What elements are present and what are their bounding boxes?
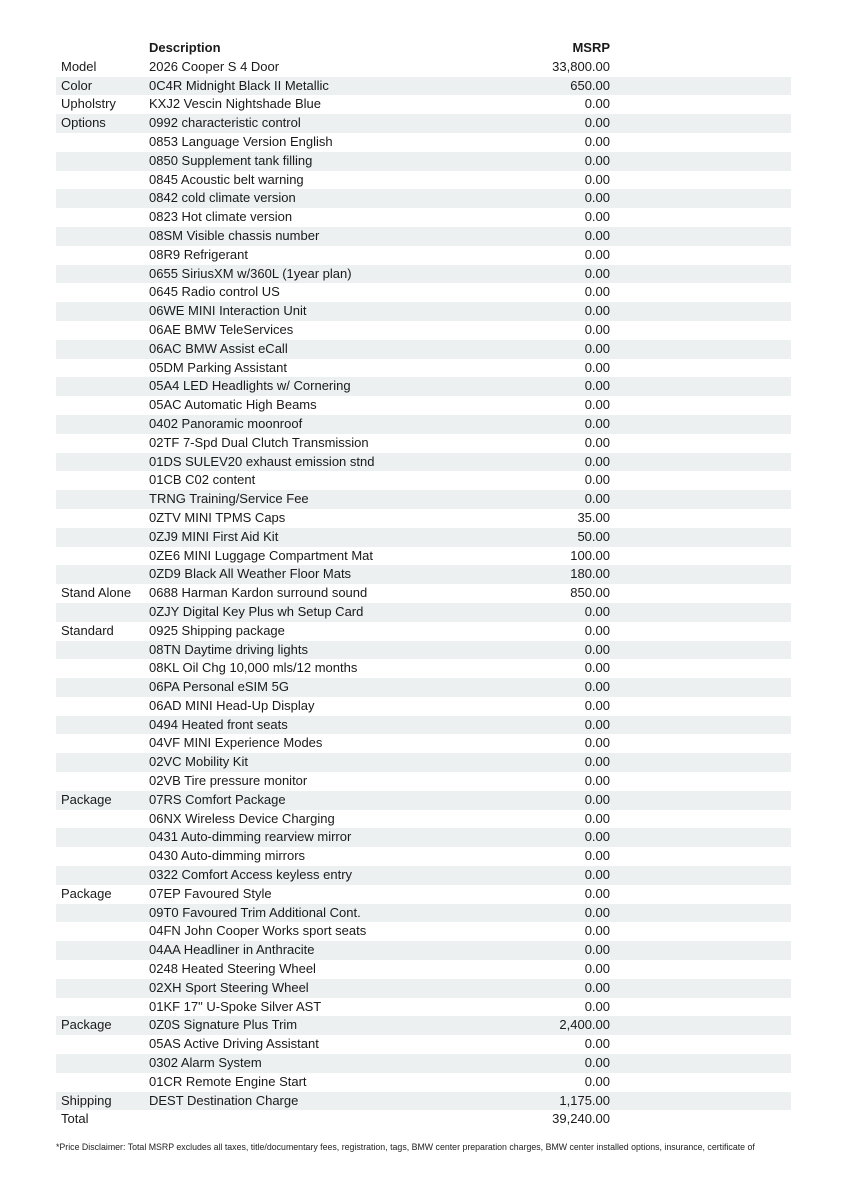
table-row [56,678,791,697]
table-row [56,377,791,396]
msrp-cell: 0.00 [584,115,610,131]
table-row [56,95,791,114]
description-cell: 06AD MINI Head-Up Display [149,697,315,713]
description-cell: 0402 Panoramic moonroof [149,415,303,431]
table-row [56,265,791,284]
price-disclaimer: *Price Disclaimer: Total MSRP excludes all taxes, title/documentary fees, registration, tags, BMW center preparation charges, BMW center installed options, insurance, certificate of [56,1142,755,1152]
msrp-column-header: MSRP [572,40,610,55]
description-cell: 0655 SiriusXM w/360L (1year plan) [149,265,352,281]
description-cell: 01CB C02 content [149,472,256,488]
description-cell: 0992 characteristic control [149,115,301,131]
table-row [56,697,791,716]
table-row [56,659,791,678]
description-cell: 02VC Mobility Kit [149,754,248,770]
description-cell: 07RS Comfort Package [149,791,286,807]
description-cell: 0ZE6 MINI Luggage Compartment Mat [149,547,373,563]
msrp-cell: 0.00 [584,679,610,695]
description-cell: 05DM Parking Assistant [149,359,288,375]
msrp-cell: 0.00 [584,415,610,431]
description-cell: 01CR Remote Engine Start [149,1073,307,1089]
msrp-cell: 0.00 [584,791,610,807]
msrp-cell: 0.00 [584,265,610,281]
description-cell: 08SM Visible chassis number [149,227,320,243]
table-row [56,359,791,378]
table-row [56,1054,791,1073]
description-cell: 0322 Comfort Access keyless entry [149,867,353,883]
table-row [56,791,791,810]
table-row [56,227,791,246]
table-row [56,641,791,660]
table-row [56,283,791,302]
msrp-cell: 0.00 [584,867,610,883]
description-cell: 0925 Shipping package [149,622,285,638]
description-cell: KXJ2 Vescin Nightshade Blue [149,96,321,112]
table-row [56,321,791,340]
msrp-cell: 0.00 [584,885,610,901]
category-cell: Stand Alone [61,585,132,601]
description-cell: 0850 Supplement tank filling [149,152,313,168]
table-row [56,189,791,208]
table-row [56,885,791,904]
table-row [56,152,791,171]
table-row [56,904,791,923]
msrp-cell: 0.00 [584,829,610,845]
table-body [56,58,791,1129]
table-row [56,847,791,866]
description-cell: 09T0 Favoured Trim Additional Cont. [149,904,361,920]
msrp-cell: 0.00 [584,810,610,826]
description-cell: 08TN Daytime driving lights [149,641,308,657]
msrp-cell: 0.00 [584,773,610,789]
description-cell: 05AS Active Driving Assistant [149,1036,319,1052]
msrp-cell: 0.00 [584,321,610,337]
category-cell: Shipping [61,1092,112,1108]
msrp-cell: 0.00 [584,378,610,394]
table-row [56,490,791,509]
msrp-cell: 0.00 [584,641,610,657]
description-cell: 06PA Personal eSIM 5G [149,679,289,695]
table-row [56,979,791,998]
msrp-cell: 50.00 [577,528,610,544]
description-column-header: Description [149,40,221,55]
table-row [56,246,791,265]
table-row [56,772,791,791]
description-cell: 0823 Hot climate version [149,209,293,225]
table-row [56,58,791,77]
description-cell: 08KL Oil Chg 10,000 mls/12 months [149,660,358,676]
table-row [56,998,791,1017]
description-cell: 06AC BMW Assist eCall [149,340,288,356]
description-cell: 06NX Wireless Device Charging [149,810,335,826]
msrp-cell: 2,400.00 [559,1017,610,1033]
table-row [56,734,791,753]
description-cell: 0ZD9 Black All Weather Floor Mats [149,566,352,582]
category-cell: Options [61,115,106,131]
description-cell: 0842 cold climate version [149,190,296,206]
description-cell: 0248 Heated Steering Wheel [149,961,316,977]
table-row [56,603,791,622]
table-row [56,866,791,885]
table-row [56,415,791,434]
msrp-cell: 0.00 [584,397,610,413]
description-cell: 0494 Heated front seats [149,716,288,732]
msrp-cell: 0.00 [584,942,610,958]
msrp-cell: 0.00 [584,923,610,939]
msrp-cell: 0.00 [584,735,610,751]
msrp-cell: 0.00 [584,472,610,488]
msrp-cell: 0.00 [584,979,610,995]
msrp-cell: 0.00 [584,434,610,450]
description-cell: 01DS SULEV20 exhaust emission stnd [149,453,375,469]
table-row [56,528,791,547]
description-cell: TRNG Training/Service Fee [149,491,309,507]
pricing-table [56,39,791,1129]
description-cell: 2026 Cooper S 4 Door [149,58,280,74]
description-cell: 0845 Acoustic belt warning [149,171,304,187]
category-cell: Upholstry [61,96,116,112]
table-row [56,547,791,566]
msrp-cell: 0.00 [584,660,610,676]
msrp-cell: 0.00 [584,303,610,319]
table-row [56,77,791,96]
msrp-cell: 0.00 [584,848,610,864]
msrp-cell: 0.00 [584,190,610,206]
msrp-cell: 0.00 [584,1073,610,1089]
description-cell: 0ZJ9 MINI First Aid Kit [149,528,279,544]
msrp-cell: 33,800.00 [552,58,610,74]
description-cell: 04AA Headliner in Anthracite [149,942,315,958]
msrp-cell: 0.00 [584,622,610,638]
table-row [56,171,791,190]
table-row [56,340,791,359]
table-row [56,434,791,453]
msrp-cell: 0.00 [584,152,610,168]
category-cell: Standard [61,622,114,638]
description-cell: 0430 Auto-dimming mirrors [149,848,306,864]
table-row [56,133,791,152]
msrp-cell: 180.00 [570,566,610,582]
msrp-cell: 0.00 [584,697,610,713]
table-row [56,1016,791,1035]
description-cell: 04VF MINI Experience Modes [149,735,323,751]
table-row [56,396,791,415]
description-cell: 0ZTV MINI TPMS Caps [149,509,286,525]
table-row [56,941,791,960]
category-cell: Model [61,58,97,74]
description-cell: 05A4 LED Headlights w/ Cornering [149,378,351,394]
category-cell: Package [61,885,112,901]
description-cell: 08R9 Refrigerant [149,246,248,262]
description-cell: 0688 Harman Kardon surround sound [149,585,368,601]
msrp-cell: 39,240.00 [552,1111,610,1127]
description-cell: 04FN John Cooper Works sport seats [149,923,367,939]
msrp-cell: 650.00 [570,77,610,93]
table-row [56,1110,791,1129]
msrp-cell: 0.00 [584,209,610,225]
description-cell: 0431 Auto-dimming rearview mirror [149,829,352,845]
table-row [56,302,791,321]
msrp-cell: 0.00 [584,1055,610,1071]
msrp-cell: 0.00 [584,1036,610,1052]
msrp-cell: 0.00 [584,227,610,243]
msrp-cell: 0.00 [584,453,610,469]
msrp-cell: 0.00 [584,998,610,1014]
msrp-cell: 0.00 [584,754,610,770]
table-row [56,810,791,829]
category-cell: Color [61,77,93,93]
description-cell: 0853 Language Version English [149,133,333,149]
msrp-cell: 0.00 [584,171,610,187]
table-row [56,1073,791,1092]
description-cell: 01KF 17" U-Spoke Silver AST [149,998,322,1014]
table-row [56,453,791,472]
table-row [56,565,791,584]
msrp-cell: 0.00 [584,491,610,507]
table-row [56,1092,791,1111]
category-cell: Package [61,1017,112,1033]
table-row [56,922,791,941]
description-cell: 0C4R Midnight Black II Metallic [149,77,329,93]
table-row [56,208,791,227]
msrp-cell: 35.00 [577,509,610,525]
category-cell: Package [61,791,112,807]
table-row [56,509,791,528]
msrp-cell: 850.00 [570,585,610,601]
msrp-cell: 0.00 [584,96,610,112]
table-row [56,828,791,847]
table-row [56,1035,791,1054]
msrp-cell: 0.00 [584,904,610,920]
description-cell: 02TF 7-Spd Dual Clutch Transmission [149,434,369,450]
msrp-cell: 0.00 [584,961,610,977]
table-row [56,622,791,641]
msrp-cell: 0.00 [584,133,610,149]
description-cell: 0ZJY Digital Key Plus wh Setup Card [149,603,364,619]
msrp-cell: 0.00 [584,284,610,300]
msrp-cell: 100.00 [570,547,610,563]
table-row [56,471,791,490]
table-row [56,716,791,735]
category-cell: Total [61,1111,89,1127]
description-cell: 0645 Radio control US [149,284,280,300]
msrp-cell: 0.00 [584,340,610,356]
msrp-cell: 0.00 [584,716,610,732]
msrp-cell: 0.00 [584,246,610,262]
table-row [56,114,791,133]
description-cell: 06WE MINI Interaction Unit [149,303,307,319]
msrp-cell: 0.00 [584,603,610,619]
description-cell: 06AE BMW TeleServices [149,321,294,337]
description-cell: 05AC Automatic High Beams [149,397,317,413]
table-row [56,584,791,603]
table-header-row [56,39,791,58]
msrp-cell: 0.00 [584,359,610,375]
description-cell: 07EP Favoured Style [149,885,272,901]
table-row [56,753,791,772]
description-cell: 0302 Alarm System [149,1055,262,1071]
description-cell: 02VB Tire pressure monitor [149,773,308,789]
msrp-cell: 1,175.00 [559,1092,610,1108]
description-cell: 02XH Sport Steering Wheel [149,979,309,995]
description-cell: 0Z0S Signature Plus Trim [149,1017,298,1033]
table-row [56,960,791,979]
description-cell: DEST Destination Charge [149,1092,299,1108]
